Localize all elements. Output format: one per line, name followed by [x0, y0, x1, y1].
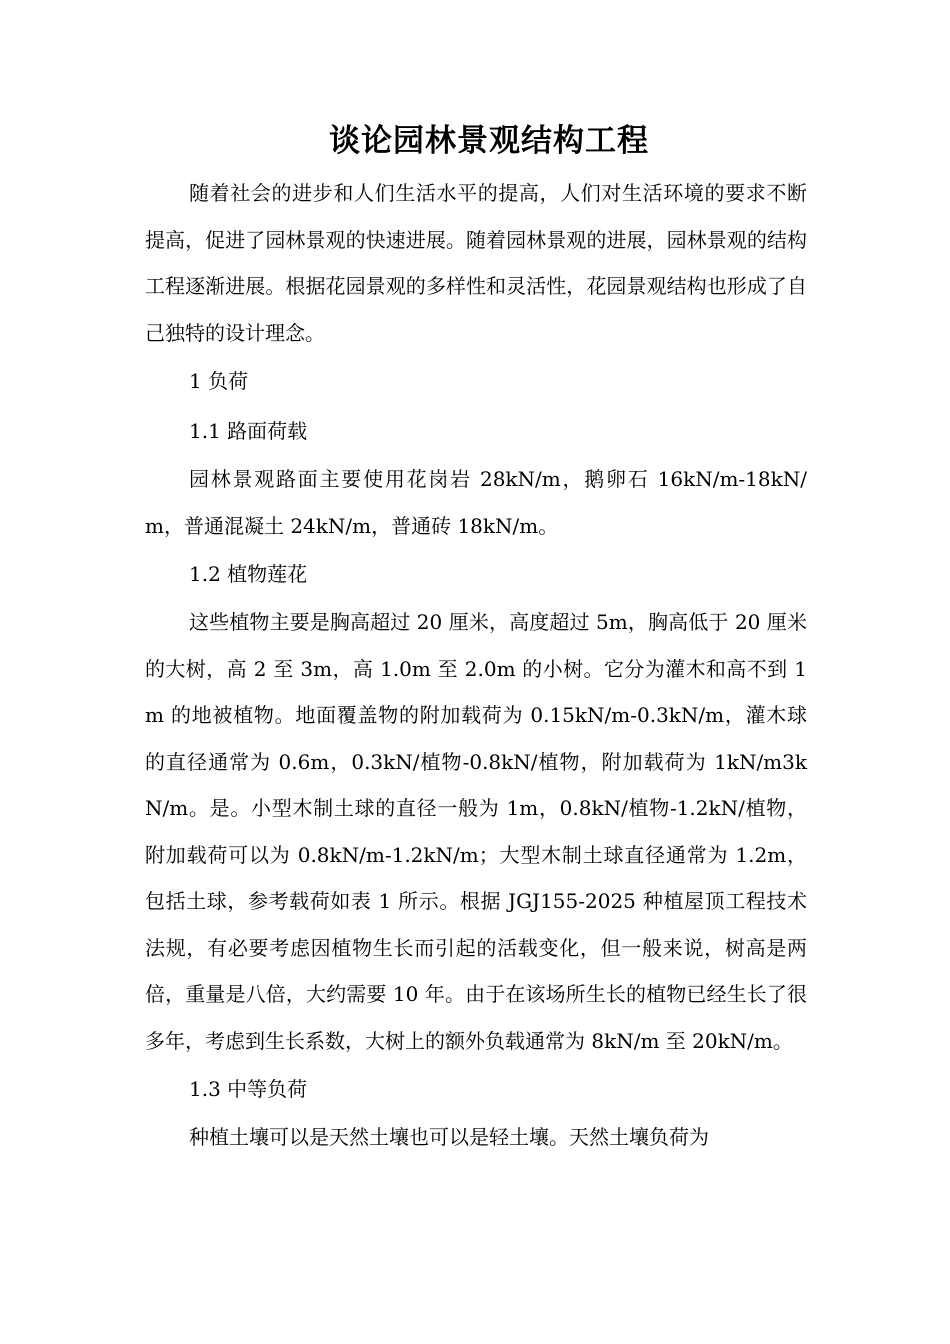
section-heading-plant-load: 1.2 植物莲花 [189, 562, 308, 586]
document-page [145, 112, 807, 1161]
plant-load-paragraph: 这些植物主要是胸高超过 20 厘米，高度超过 5m，胸高低于 20 厘米的大树，高 2 至 3m，高 1.0m 至 2.0m 的小树。它分为灌木和高不到 1m 的地被植物。地面覆盖物的附加载荷为 0.15kN/m-0.3kN/m，灌木球的直径通常为 0.6m，0.3kN/植物-0.8kN/植物，附加载荷为 1kN/m3kN/m。是。小型木制土球的直径一般为 1m，0.8kN/植物-1.2kN/植物，附加载荷可以为 0.8kN/m-1.2kN/m；大型木制土球直径通常为 1.2m，包括土球，参考载荷如表 1 所示。根据 JGJ155-2025 种植屋顶工程技术法规，有必要考虑因植物生长而引起的活载变化，但一般来说，树高是两倍，重量是八倍，大约需要 10 年。由于在该场所生长的植物已经生长了很多年，考虑到生长系数，大树上的额外负载通常为 8kN/m 至 20kN/m。 [145, 610, 807, 1053]
pavement-load-paragraph: 园林景观路面主要使用花岗岩 28kN/m，鹅卵石 16kN/m-18kN/m，普通混凝土 24kN/m，普通砖 18kN/m。 [145, 467, 807, 538]
section-heading-load: 1 负荷 [189, 369, 249, 393]
section-heading-pavement-load: 1.1 路面荷载 [189, 419, 308, 443]
section-heading-medium-load: 1.3 中等负荷 [189, 1077, 308, 1101]
intro-paragraph: 随着社会的进步和人们生活水平的提高，人们对生活环境的要求不断提高，促进了园林景观的快速进展。随着园林景观的进展，园林景观的结构工程逐渐进展。根据花园景观的多样性和灵活性，花园景观结构也形成了自己独特的设计理念。 [145, 181, 807, 345]
soil-load-paragraph: 种植土壤可以是天然土壤也可以是轻土壤。天然土壤负荷为 [189, 1125, 709, 1149]
document-title: 谈论园林景观结构工程 [329, 123, 649, 159]
